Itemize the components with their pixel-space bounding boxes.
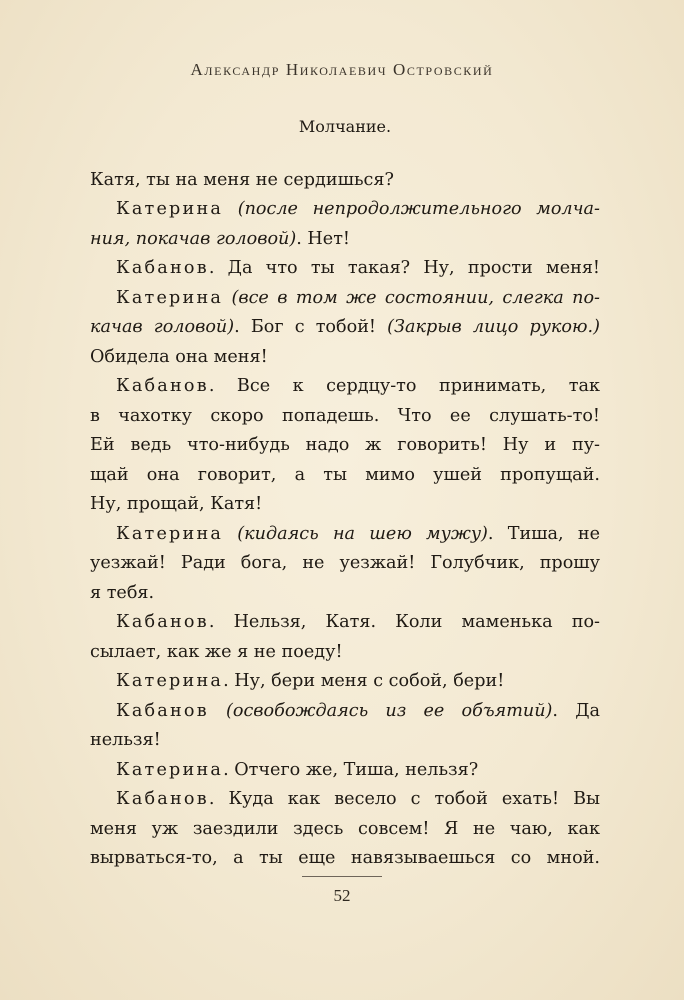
text-line: в чахотку скоро попадешь. Что ее слушать-то! <box>90 405 600 426</box>
footer-rule <box>302 876 382 877</box>
text-line: качав головой). Бог с тобой! (Закрыв лицо рукою.) <box>90 317 600 337</box>
speaker-name: Кабанов <box>116 700 209 721</box>
speaker-name: Кабанов <box>116 789 209 809</box>
speaker-name: Катерина <box>116 759 224 780</box>
stage-remark: (после непродолжительного молча- <box>237 199 600 219</box>
text-line: Кабанов. Да что ты такая? Ну, прости меня! <box>116 258 600 278</box>
speaker-name: Катерина <box>116 199 224 219</box>
speaker-name: Катерина <box>116 287 224 308</box>
text-line <box>90 284 600 314</box>
text-line <box>90 195 600 225</box>
stage-remark: (Закрыв лицо рукою.) <box>387 317 600 337</box>
text-line: Кабанов. Куда как весело с тобой ехать! Вы <box>116 789 600 809</box>
text-line: вырваться-то, а ты еще навязываешься со мной. <box>90 848 600 868</box>
text-line: щай она говорит, а ты мимо ушей пропущай. <box>90 464 600 485</box>
text-line: Ну, прощай, Катя! <box>90 494 263 514</box>
text-line: меня уж заездили здесь совсем! Я не чаю, как <box>90 818 600 839</box>
text-line: Катерина. Ну, бери меня с собой, бери! <box>116 671 505 691</box>
speaker-name: Катерина <box>116 671 224 691</box>
stage-remark: качав головой) <box>90 317 235 337</box>
text-line: сылает, как же я не поеду! <box>90 641 343 662</box>
text-line: Катя, ты на меня не сердишься? <box>90 169 394 190</box>
text-line: ния, покачав головой). Нет! <box>90 228 350 249</box>
text-line: уезжай! Ради бога, не уезжай! Голубчик, прошу <box>90 553 600 573</box>
spacer <box>90 158 600 166</box>
text-line: Кабанов. Все к сердцу-то принимать, так <box>116 376 600 396</box>
text-line: Кабанов. Нельзя, Катя. Коли маменька по- <box>116 612 600 632</box>
text-line: Катерина. Отчего же, Тиша, нельзя? <box>116 759 479 780</box>
stage-remark: ния, покачав головой) <box>90 228 297 249</box>
stage-remark: (освобождаясь из ее объятий) <box>226 700 553 721</box>
text-line: Катерина (кидаясь на шею мужу). Тиша, не <box>116 523 600 544</box>
text-line: Обидела она меня! <box>90 346 268 367</box>
stage-remark: (кидаясь на шею мужу) <box>237 523 488 544</box>
running-head: Александр Николаевич Островский <box>190 60 494 79</box>
page-number: 52 <box>333 886 351 905</box>
text-line: Ей ведь что-нибудь надо ж говорить! Ну и пу- <box>90 435 600 455</box>
speaker-name: Кабанов <box>116 612 209 632</box>
spacer <box>90 150 600 158</box>
speaker-name: Кабанов <box>116 258 209 278</box>
body-text <box>90 112 600 874</box>
speaker-name: Катерина <box>116 523 224 544</box>
text-line: Кабанов (освобождаясь из ее объятий). Да <box>116 700 600 721</box>
stage-direction: Молчание. <box>298 117 392 136</box>
text-line: нельзя! <box>90 730 161 750</box>
text-line: я тебя. <box>90 582 155 603</box>
stage-remark: (все в том же состоянии, слегка по- <box>231 287 601 308</box>
speaker-name: Кабанов <box>116 376 209 396</box>
spacer <box>90 142 600 150</box>
